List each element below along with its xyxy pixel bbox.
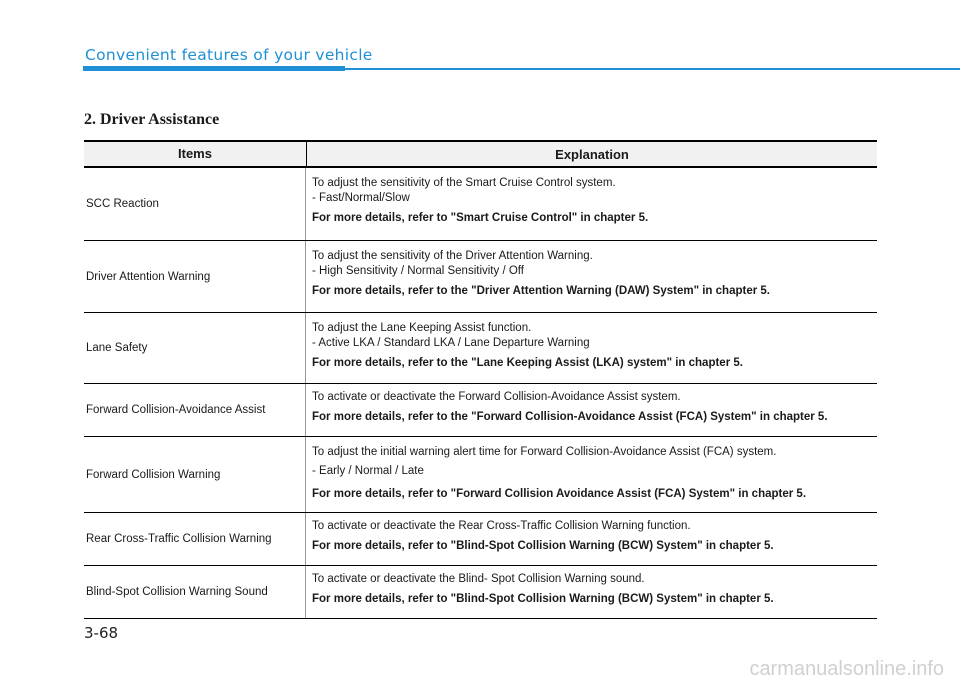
explanation-text: To adjust the initial warning alert time for Forward Collision-Avoidance Assist (FCA) system. (312, 446, 777, 458)
explanation-reference: For more details, refer to the "Lane Keeping Assist (LKA) system" in chapter 5. (312, 357, 743, 369)
explanation-reference: For more details, refer to the "Driver Attention Warning (DAW) System" in chapter 5. (312, 285, 770, 297)
explanation-text: To activate or deactivate the Forward Collision-Avoidance Assist system. (312, 391, 681, 403)
table-header-row (84, 140, 877, 168)
header-rule-line (345, 68, 960, 70)
explanation-options: - Early / Normal / Late (312, 465, 424, 477)
explanation-cell (306, 513, 877, 565)
page-number: 3-68 (84, 624, 119, 642)
explanation-text: To adjust the Lane Keeping Assist function. (312, 322, 532, 334)
table-row (84, 384, 877, 437)
table-row (84, 313, 877, 384)
watermark: carmanualsonline.info (749, 658, 944, 680)
explanation-reference: For more details, refer to "Forward Collision Avoidance Assist (FCA) System" in chapter 5. (312, 488, 807, 500)
page-header-title: Convenient features of your vehicle (85, 46, 373, 64)
explanation-cell (306, 241, 877, 312)
explanation-reference: For more details, refer to the "Forward Collision-Avoidance Assist (FCA) System" in chapter 5. (312, 411, 828, 423)
item-cell: Forward Collision-Avoidance Assist (84, 384, 306, 436)
item-cell: Driver Attention Warning (84, 241, 306, 312)
explanation-cell (306, 437, 877, 512)
explanation-options: - High Sensitivity / Normal Sensitivity / Off (312, 265, 524, 277)
table-row (84, 566, 877, 619)
explanation-text: To adjust the sensitivity of the Smart Cruise Control system. (312, 177, 616, 189)
column-header-items: Items (84, 142, 307, 166)
item-cell: Blind-Spot Collision Warning Sound (84, 566, 306, 618)
explanation-cell (306, 566, 877, 618)
explanation-text: To activate or deactivate the Rear Cross-Traffic Collision Warning function. (312, 520, 691, 532)
explanation-text: To adjust the sensitivity of the Driver Attention Warning. (312, 250, 593, 262)
driver-assistance-table (84, 140, 877, 619)
item-cell: Lane Safety (84, 313, 306, 383)
column-header-explanation: Explanation (555, 146, 629, 162)
explanation-reference: For more details, refer to "Blind-Spot Collision Warning (BCW) System" in chapter 5. (312, 540, 774, 552)
explanation-options: - Active LKA / Standard LKA / Lane Departure Warning (312, 337, 590, 349)
table-row (84, 513, 877, 566)
explanation-cell (306, 313, 877, 383)
explanation-reference: For more details, refer to "Blind-Spot Collision Warning (BCW) System" in chapter 5. (312, 593, 774, 605)
table-row (84, 437, 877, 513)
item-cell: Rear Cross-Traffic Collision Warning (84, 513, 306, 565)
explanation-cell (306, 168, 877, 240)
item-cell: Forward Collision Warning (84, 437, 306, 512)
explanation-reference: For more details, refer to "Smart Cruise Control" in chapter 5. (312, 212, 649, 224)
table-row (84, 241, 877, 313)
explanation-options: - Fast/Normal/Slow (312, 192, 410, 204)
header-rule-accent (83, 66, 345, 71)
item-cell: SCC Reaction (84, 168, 306, 240)
table-row (84, 168, 877, 241)
explanation-cell (306, 384, 877, 436)
explanation-text: To activate or deactivate the Blind- Spot Collision Warning sound. (312, 573, 645, 585)
section-heading: 2. Driver Assistance (84, 111, 220, 128)
